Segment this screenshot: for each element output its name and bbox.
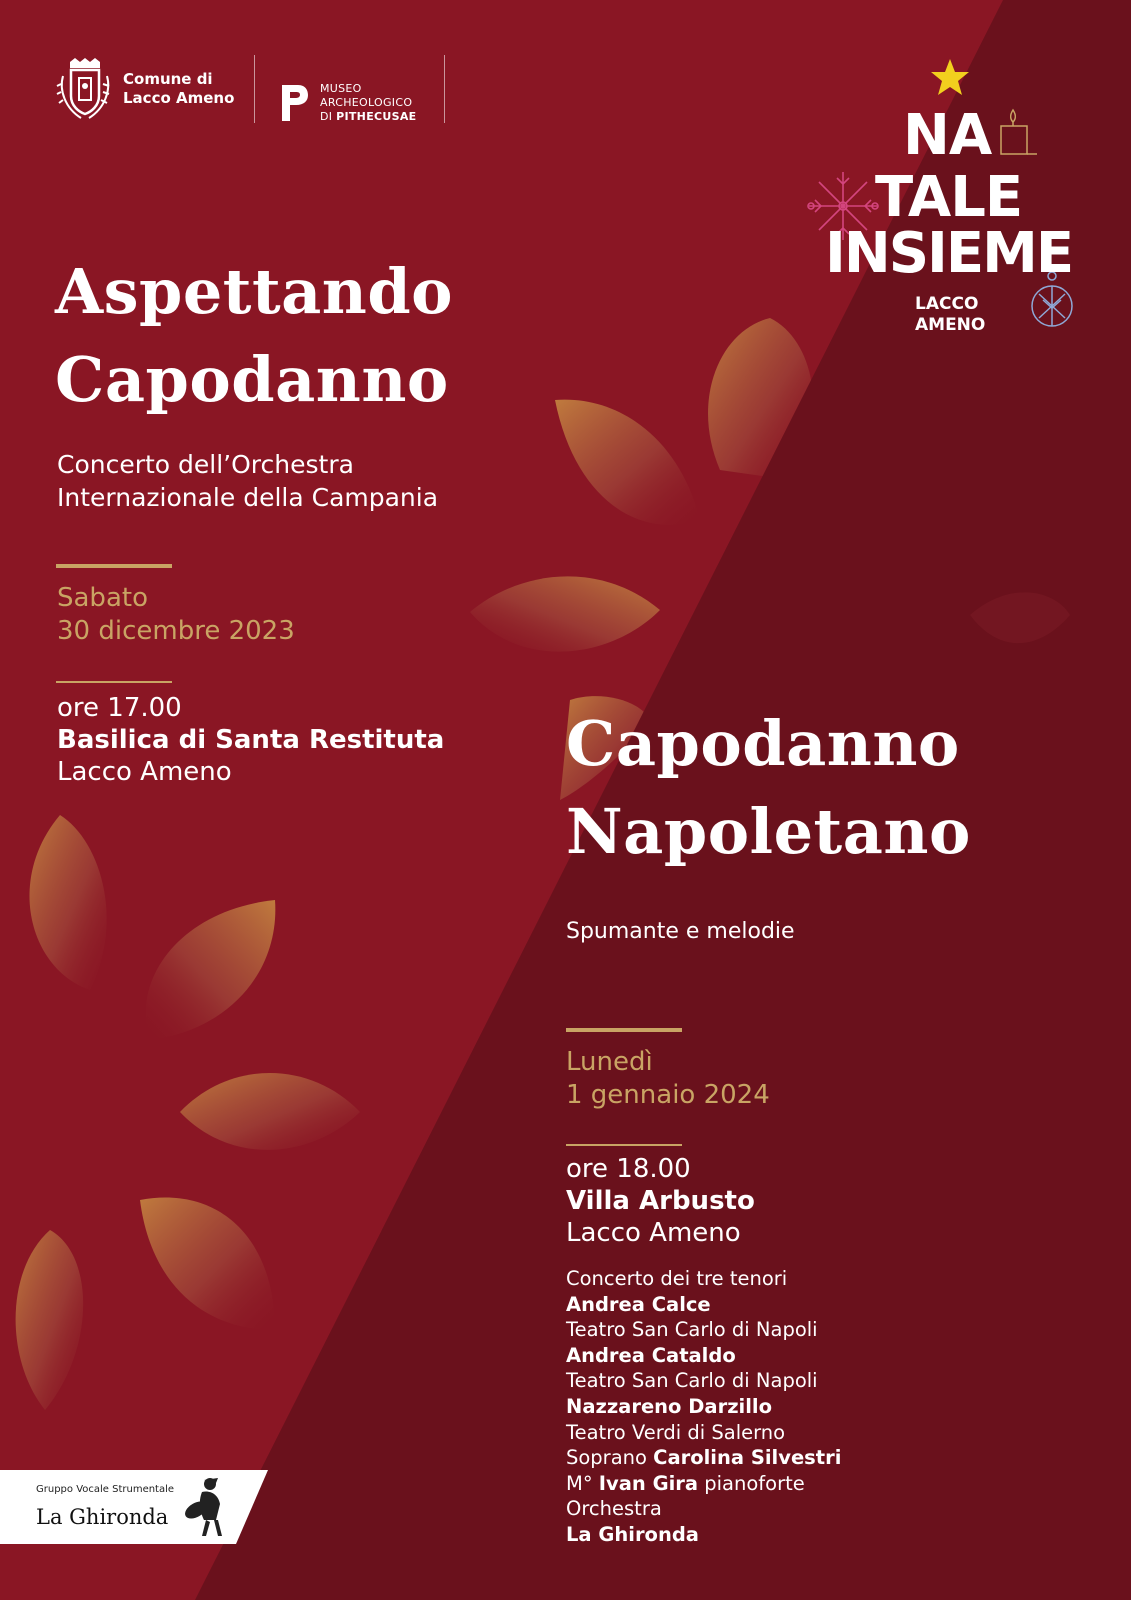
coat-of-arms-icon — [55, 56, 115, 122]
brand-line-1: NA — [903, 103, 992, 168]
event1-subtitle-line-1: Concerto dell’Orchestra — [57, 450, 354, 479]
brand-line-2: TALE — [875, 165, 1023, 230]
badge-subtitle: Gruppo Vocale Strumentale — [36, 1484, 175, 1495]
event1-town: Lacco Ameno — [57, 757, 232, 787]
credits-intro: Concerto dei tre tenori — [566, 1267, 788, 1290]
event2-title-line-1: Capodanno — [566, 707, 960, 780]
event1-title-line-1: Aspettando — [55, 255, 454, 328]
credits-pianist-name: Ivan Gira — [598, 1471, 699, 1495]
museo-line-3-bold: PITHECUSAE — [336, 110, 417, 123]
museo-line-1: MUSEO — [320, 82, 362, 95]
event1-day: Sabato — [57, 583, 148, 613]
event1-title — [55, 248, 453, 424]
event1-location — [57, 692, 444, 788]
event2-title — [566, 700, 971, 876]
credits-tenor-2: Andrea Cataldo — [566, 1343, 736, 1367]
header-divider-2 — [444, 55, 445, 123]
comune-line-1: Comune di — [123, 70, 213, 88]
event1-subtitle-line-2: Internazionale della Campania — [57, 483, 439, 512]
event1-venue: Basilica di Santa Restituta — [57, 725, 445, 755]
event1-title-line-2: Capodanno — [55, 343, 449, 416]
event1-date — [57, 582, 295, 648]
event1-gold-bar — [56, 564, 172, 568]
credits-pianist — [566, 1471, 841, 1497]
credits-soprano — [566, 1445, 841, 1471]
credits-tenor-2-from: Teatro San Carlo di Napoli — [566, 1369, 818, 1393]
event2-title-line-2: Napoletano — [566, 795, 971, 868]
museo-line-3 — [320, 110, 416, 124]
candle-icon — [997, 108, 1041, 160]
comune-line-2: Lacco Ameno — [123, 89, 235, 107]
star-icon — [928, 57, 972, 99]
event2-date-text: 1 gennaio 2024 — [566, 1080, 770, 1110]
credits-pianist-prefix: M° — [566, 1471, 599, 1495]
credits-tenor-3-from: Teatro Verdi di Salerno — [566, 1420, 786, 1444]
brand-line-3: INSIEME — [825, 221, 1073, 286]
event2-day: Lunedì — [566, 1047, 653, 1077]
event1-subtitle — [57, 448, 438, 514]
museo-line-3-prefix: DI — [320, 110, 337, 123]
event2-town: Lacco Ameno — [566, 1218, 741, 1248]
credits-soprano-label: Soprano — [566, 1446, 654, 1470]
event2-gold-bar — [566, 1028, 682, 1032]
museo-p-icon — [280, 83, 310, 123]
museo-line-2: ARCHEOLOGICO — [320, 96, 413, 109]
event1-time: ore 17.00 — [57, 693, 182, 723]
event1-date-text: 30 dicembre 2023 — [57, 616, 295, 646]
event2-date — [566, 1046, 770, 1112]
event2-subtitle: Spumante e melodie — [566, 919, 795, 944]
credits-tenor-3: Nazzareno Darzillo — [566, 1394, 773, 1418]
event1-gold-rule — [56, 681, 172, 683]
credits-orchestra-label: Orchestra — [566, 1497, 662, 1521]
brand-line-5: AMENO — [915, 315, 986, 335]
comune-logo — [55, 56, 234, 122]
event2-venue: Villa Arbusto — [566, 1186, 755, 1216]
brand-line-4: LACCO — [915, 294, 979, 314]
badge-name: La Ghironda — [36, 1505, 169, 1529]
event2-gold-rule — [566, 1144, 682, 1146]
hurdy-gurdy-player-icon — [180, 1474, 232, 1540]
credits-pianist-suffix: pianoforte — [698, 1471, 805, 1495]
comune-name — [123, 70, 234, 108]
museo-name — [320, 82, 416, 124]
event2-time: ore 18.00 — [566, 1154, 691, 1184]
event2-location — [566, 1153, 755, 1249]
header-divider-1 — [254, 55, 255, 123]
natale-insieme-logo — [791, 0, 1131, 360]
credits-tenor-1: Andrea Calce — [566, 1292, 711, 1316]
credits-orchestra-name: La Ghironda — [566, 1522, 699, 1546]
credits-tenor-1-from: Teatro San Carlo di Napoli — [566, 1318, 818, 1342]
credits-soprano-name: Carolina Silvestri — [653, 1446, 842, 1470]
museo-logo — [280, 82, 416, 124]
event2-credits — [566, 1266, 841, 1548]
